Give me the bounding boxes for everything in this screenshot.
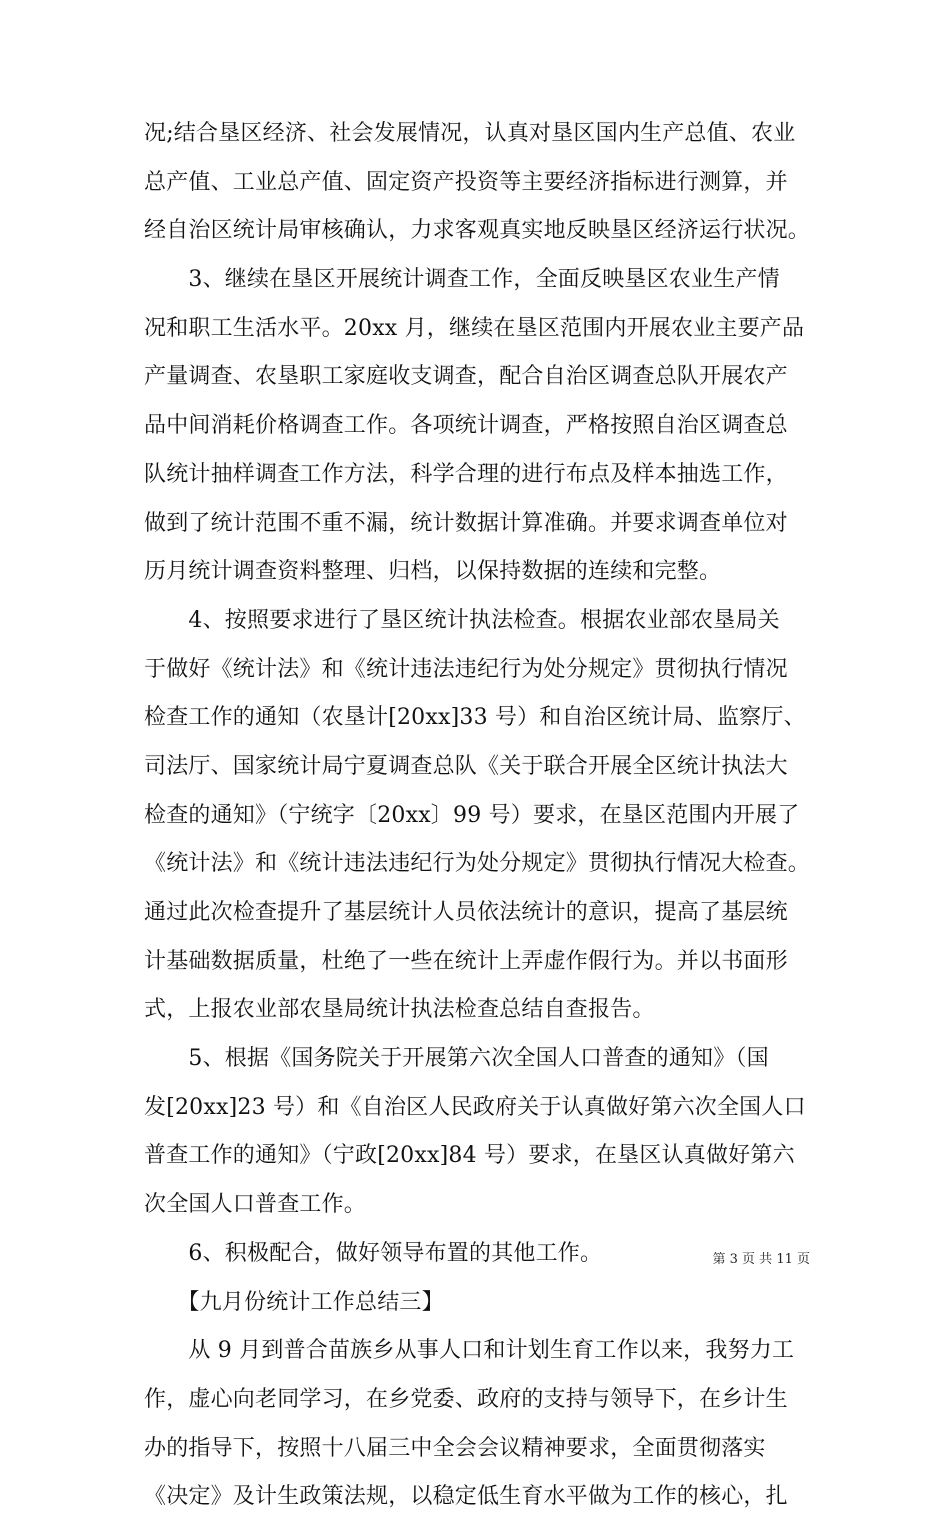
text-line: 产量调查、农垦职工家庭收支调查，配合自治区调查总队开展农产 xyxy=(144,364,788,390)
text-line: 次全国人口普查工作。 xyxy=(144,1192,367,1218)
text-line: 发[20xx]23 号）和《自治区人民政府关于认真做好第六次全国人口 xyxy=(144,1094,806,1120)
text-line: 作，虚心向老同学习，在乡党委、政府的支持与领导下，在乡计生 xyxy=(144,1386,788,1412)
text-line: 5、根据《国务院关于开展第六次全国人口普查的通知》（国 xyxy=(144,1046,769,1072)
text-line: 普查工作的通知》（宁政[20xx]84 号）要求，在垦区认真做好第六 xyxy=(144,1143,795,1169)
text-line: 《决定》及计生政策法规，以稳定低生育水平做为工作的核心，扎 xyxy=(144,1484,788,1510)
text-line: 检查工作的通知（农垦计[20xx]33 号）和自治区统计局、监察厅、 xyxy=(144,705,806,731)
text-line: 3、继续在垦区开展统计调查工作，全面反映垦区农业生产情 xyxy=(144,267,780,293)
text-line: 从 9 月到普合苗族乡从事人口和计划生育工作以来，我努力工 xyxy=(144,1338,795,1364)
text-line: 况;结合垦区经济、社会发展情况，认真对垦区国内生产总值、农业 xyxy=(144,121,796,146)
text-line: 4、按照要求进行了垦区统计执法检查。根据农业部农垦局关 xyxy=(144,607,780,633)
text-line: 总产值、工业总产值、固定资产投资等主要经济指标进行测算，并 xyxy=(144,169,788,195)
text-line: 《统计法》和《统计违法违纪行为处分规定》贯彻执行情况大检查。 xyxy=(144,851,811,877)
document-body xyxy=(144,110,824,1522)
text-line: 办的指导下，按照十八届三中全会会议精神要求，全面贯彻落实 xyxy=(144,1435,766,1461)
page-number: 第 3 页 共 11 页 xyxy=(712,1252,810,1267)
text-line: 历月统计调查资料整理、归档，以保持数据的连续和完整。 xyxy=(144,559,722,585)
text-line: 式，上报农业部农垦局统计执法检查总结自查报告。 xyxy=(144,997,655,1023)
text-line: 6、积极配合，做好领导布置的其他工作。 xyxy=(144,1240,603,1266)
text-line: 况和职工生活水平。20xx 月，继续在垦区范围内开展农业主要产品 xyxy=(144,315,805,341)
text-line: 做到了统计范围不重不漏，统计数据计算准确。并要求调查单位对 xyxy=(144,510,788,536)
text-line: 通过此次检查提升了基层统计人员依法统计的意识，提高了基层统 xyxy=(144,900,788,925)
text-line: 经自治区统计局审核确认，力求客观真实地反映垦区经济运行状况。 xyxy=(144,218,811,244)
text-line: 于做好《统计法》和《统计违法违纪行为处分规定》贯彻执行情况 xyxy=(144,656,788,682)
text-line: 队统计抽样调查工作方法，科学合理的进行布点及样本抽选工作， xyxy=(144,461,788,487)
text-line: 司法厅、国家统计局宁夏调查总队《关于联合开展全区统计执法大 xyxy=(144,753,788,779)
section-heading: 【九月份统计工作总结三】 xyxy=(144,1289,444,1315)
text-line: 品中间消耗价格调查工作。各项统计调查，严格按照自治区调查总 xyxy=(144,413,788,439)
text-line: 检查的通知》（宁统字〔20xx〕99 号）要求，在垦区范围内开展了 xyxy=(144,802,800,828)
text-line: 计基础数据质量，杜绝了一些在统计上弄虚作假行为。并以书面形 xyxy=(144,948,788,974)
